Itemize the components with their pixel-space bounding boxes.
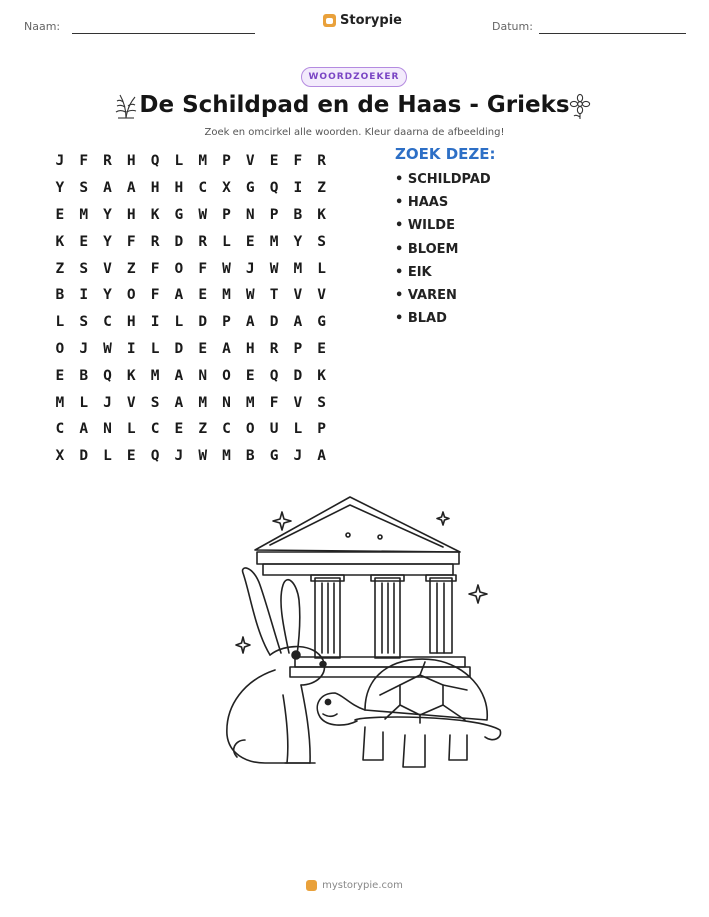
grid-letter[interactable]: F bbox=[126, 233, 136, 250]
grid-letter[interactable]: A bbox=[79, 421, 89, 438]
grid-letter[interactable]: P bbox=[222, 206, 231, 223]
grid-letter[interactable]: C bbox=[222, 421, 231, 438]
grid-letter[interactable]: S bbox=[79, 180, 89, 197]
instructions: Zoek en omcirkel alle woorden. Kleur daarna de afbeelding! bbox=[204, 127, 505, 138]
grid-row bbox=[48, 202, 334, 229]
sparkle-icon bbox=[273, 512, 291, 530]
grid-letter[interactable]: S bbox=[317, 394, 327, 411]
grid-letter[interactable]: N bbox=[222, 394, 231, 411]
grid-letter[interactable]: T bbox=[269, 287, 279, 304]
grid-letter[interactable]: O bbox=[174, 260, 184, 277]
grid-letter[interactable]: B bbox=[79, 367, 89, 384]
grid-letter[interactable]: A bbox=[222, 340, 231, 357]
grid-row bbox=[48, 148, 334, 175]
grid-letter[interactable]: D bbox=[198, 314, 208, 331]
grid-letter[interactable]: J bbox=[293, 448, 303, 465]
footer-url[interactable]: mystorypie.com bbox=[322, 880, 403, 891]
grid-letter[interactable]: J bbox=[79, 340, 89, 357]
grid-letter[interactable]: G bbox=[317, 314, 327, 331]
grid-letter[interactable]: P bbox=[269, 206, 279, 223]
grid-letter[interactable]: V bbox=[103, 260, 112, 277]
grid-letter[interactable]: M bbox=[55, 394, 65, 411]
grid-letter[interactable]: H bbox=[174, 180, 184, 197]
category-badge: WOORDZOEKER bbox=[301, 67, 407, 87]
grid-letter[interactable]: M bbox=[245, 394, 255, 411]
grid-letter[interactable]: E bbox=[126, 448, 136, 465]
grid-letter[interactable]: D bbox=[293, 367, 303, 384]
grid-letter[interactable]: A bbox=[174, 287, 184, 304]
grid-letter[interactable]: E bbox=[269, 153, 279, 170]
grid-letter[interactable]: F bbox=[150, 287, 160, 304]
brand bbox=[323, 13, 402, 28]
grid-letter[interactable]: K bbox=[150, 206, 160, 223]
grid-letter[interactable]: G bbox=[245, 180, 255, 197]
tortoise-hare-temple-illustration bbox=[215, 495, 515, 780]
grid-letter[interactable]: A bbox=[317, 448, 327, 465]
grid-letter[interactable]: L bbox=[150, 340, 160, 357]
grid-letter[interactable]: H bbox=[150, 180, 160, 197]
grid-letter[interactable]: J bbox=[55, 153, 65, 170]
grid-letter[interactable]: E bbox=[317, 340, 327, 357]
grid-letter[interactable]: L bbox=[79, 394, 89, 411]
grid-letter[interactable]: E bbox=[55, 206, 65, 223]
grid-letter[interactable]: P bbox=[317, 421, 327, 438]
grid-letter[interactable]: J bbox=[174, 448, 184, 465]
grid-letter[interactable]: F bbox=[293, 153, 303, 170]
grid-letter[interactable]: M bbox=[269, 233, 279, 250]
grid-letter[interactable]: B bbox=[245, 448, 255, 465]
grid-letter[interactable]: A bbox=[103, 180, 112, 197]
grid-letter[interactable]: V bbox=[293, 394, 303, 411]
grid-letter[interactable]: L bbox=[222, 233, 231, 250]
grid-letter[interactable]: H bbox=[245, 340, 255, 357]
word-list-item: • VAREN bbox=[395, 287, 457, 303]
grid-letter[interactable]: Z bbox=[198, 421, 208, 438]
grid-letter[interactable]: E bbox=[55, 367, 65, 384]
grid-letter[interactable]: W bbox=[245, 287, 255, 304]
grid-letter[interactable]: K bbox=[317, 367, 327, 384]
grid-letter[interactable]: S bbox=[79, 314, 89, 331]
grid-letter[interactable]: N bbox=[198, 367, 208, 384]
grid-letter[interactable]: F bbox=[269, 394, 279, 411]
grid-row bbox=[48, 362, 334, 389]
grid-letter[interactable]: R bbox=[150, 233, 160, 250]
sparkle-icon bbox=[437, 512, 449, 525]
grid-letter[interactable]: R bbox=[198, 233, 208, 250]
grid-row bbox=[48, 389, 334, 416]
grid-row bbox=[48, 255, 334, 282]
grid-row bbox=[48, 282, 334, 309]
grid-letter[interactable]: E bbox=[79, 233, 89, 250]
date-line[interactable] bbox=[539, 33, 686, 34]
word-list-item: • BLAD bbox=[395, 311, 447, 327]
grid-letter[interactable]: A bbox=[126, 180, 136, 197]
grid-letter[interactable]: A bbox=[245, 314, 255, 331]
grid-letter[interactable]: Q bbox=[269, 180, 279, 197]
grid-letter[interactable]: O bbox=[245, 421, 255, 438]
word-search-grid[interactable] bbox=[48, 148, 334, 470]
grid-letter[interactable]: D bbox=[174, 233, 184, 250]
grid-letter[interactable]: X bbox=[222, 180, 231, 197]
grid-letter[interactable]: D bbox=[269, 314, 279, 331]
grid-letter[interactable]: K bbox=[317, 206, 327, 223]
grid-letter[interactable]: K bbox=[55, 233, 65, 250]
grid-letter[interactable]: P bbox=[222, 153, 231, 170]
grid-letter[interactable]: V bbox=[245, 153, 255, 170]
grid-letter[interactable]: M bbox=[150, 367, 160, 384]
grid-letter[interactable]: S bbox=[317, 233, 327, 250]
grid-row bbox=[48, 443, 334, 470]
grid-letter[interactable]: L bbox=[103, 448, 112, 465]
grid-letter[interactable]: Q bbox=[150, 153, 160, 170]
grid-letter[interactable]: W bbox=[198, 206, 208, 223]
sparkle-icon bbox=[236, 637, 250, 653]
name-line[interactable] bbox=[72, 33, 255, 34]
grid-letter[interactable]: B bbox=[293, 206, 303, 223]
footer bbox=[0, 880, 709, 891]
grid-letter[interactable]: Y bbox=[293, 233, 303, 250]
name-label: Naam: bbox=[24, 20, 61, 33]
word-list-item: • SCHILDPAD bbox=[395, 172, 491, 187]
grid-letter[interactable]: Q bbox=[103, 367, 112, 384]
grid-letter[interactable]: H bbox=[126, 206, 136, 223]
grid-letter[interactable]: C bbox=[150, 421, 160, 438]
grid-letter[interactable]: F bbox=[150, 260, 160, 277]
grid-letter[interactable]: Y bbox=[103, 287, 112, 304]
grid-letter[interactable]: K bbox=[126, 367, 136, 384]
date-label: Datum: bbox=[492, 20, 533, 33]
word-list-item: • BLOEM bbox=[395, 241, 459, 257]
grid-letter[interactable]: A bbox=[174, 367, 184, 384]
grid-letter[interactable]: Q bbox=[150, 448, 160, 465]
grid-letter[interactable]: H bbox=[126, 314, 136, 331]
grid-letter[interactable]: I bbox=[150, 314, 160, 331]
word-list-title: ZOEK DEZE: bbox=[395, 145, 496, 163]
grid-letter[interactable]: W bbox=[198, 448, 208, 465]
grid-letter[interactable]: M bbox=[198, 394, 208, 411]
grid-letter[interactable]: N bbox=[103, 421, 112, 438]
grid-letter[interactable]: R bbox=[317, 153, 327, 170]
grid-letter[interactable]: M bbox=[79, 206, 89, 223]
grid-letter[interactable]: A bbox=[293, 314, 303, 331]
storypie-logo-icon bbox=[306, 880, 317, 891]
grid-letter[interactable]: O bbox=[126, 287, 136, 304]
grid-letter[interactable]: V bbox=[317, 287, 327, 304]
sparkle-icon bbox=[469, 585, 487, 603]
grid-letter[interactable]: J bbox=[245, 260, 255, 277]
grid-row bbox=[48, 416, 334, 443]
grid-letter[interactable]: Y bbox=[103, 206, 112, 223]
grid-letter[interactable]: D bbox=[174, 340, 184, 357]
grid-letter[interactable]: E bbox=[174, 421, 184, 438]
grid-letter[interactable]: M bbox=[222, 287, 231, 304]
grid-letter[interactable]: I bbox=[293, 180, 303, 197]
grid-letter[interactable]: C bbox=[198, 180, 208, 197]
word-list-item: • HAAS bbox=[395, 195, 449, 211]
grid-letter[interactable]: G bbox=[174, 206, 184, 223]
grid-row bbox=[48, 228, 334, 255]
flower-icon bbox=[566, 92, 594, 120]
grid-letter[interactable]: L bbox=[293, 421, 303, 438]
grid-letter[interactable]: Z bbox=[317, 180, 327, 197]
grid-letter[interactable]: M bbox=[293, 260, 303, 277]
grid-letter[interactable]: F bbox=[198, 260, 208, 277]
grid-letter[interactable]: S bbox=[150, 394, 160, 411]
grid-letter[interactable]: J bbox=[103, 394, 112, 411]
storypie-logo-icon bbox=[323, 14, 336, 27]
word-list-item: • EIK bbox=[395, 264, 432, 280]
grid-letter[interactable]: Z bbox=[55, 260, 65, 277]
word-list bbox=[395, 170, 491, 332]
grid-letter[interactable]: X bbox=[55, 448, 65, 465]
grid-letter[interactable]: A bbox=[174, 394, 184, 411]
grid-letter[interactable]: S bbox=[79, 260, 89, 277]
brand-name: Storypie bbox=[340, 13, 402, 28]
grid-letter[interactable]: Y bbox=[103, 233, 112, 250]
grid-letter[interactable]: Z bbox=[126, 260, 136, 277]
grid-letter[interactable]: W bbox=[269, 260, 279, 277]
grid-letter[interactable]: L bbox=[174, 314, 184, 331]
word-list-item: • WILDE bbox=[395, 218, 455, 234]
grid-letter[interactable]: U bbox=[269, 421, 279, 438]
grid-letter[interactable]: N bbox=[245, 206, 255, 223]
grid-letter[interactable]: P bbox=[222, 314, 231, 331]
grid-letter[interactable]: O bbox=[222, 367, 231, 384]
grid-letter[interactable]: O bbox=[55, 340, 65, 357]
grid-letter[interactable]: Y bbox=[55, 180, 65, 197]
grid-letter[interactable]: H bbox=[126, 153, 136, 170]
grid-letter[interactable]: Q bbox=[269, 367, 279, 384]
page-title: De Schildpad en de Haas - Grieks bbox=[139, 92, 570, 118]
grid-letter[interactable]: I bbox=[126, 340, 136, 357]
grid-letter[interactable]: L bbox=[317, 260, 327, 277]
grid-letter[interactable]: B bbox=[55, 287, 65, 304]
grid-letter[interactable]: P bbox=[293, 340, 303, 357]
grid-letter[interactable]: R bbox=[269, 340, 279, 357]
grid-letter[interactable]: R bbox=[103, 153, 112, 170]
grid-letter[interactable]: L bbox=[174, 153, 184, 170]
grid-letter[interactable]: C bbox=[55, 421, 65, 438]
grid-row bbox=[48, 336, 334, 363]
grid-row bbox=[48, 175, 334, 202]
grid-letter[interactable]: E bbox=[198, 340, 208, 357]
grid-letter[interactable]: V bbox=[293, 287, 303, 304]
grid-letter[interactable]: W bbox=[222, 260, 231, 277]
grid-letter[interactable]: I bbox=[79, 287, 89, 304]
grid-letter[interactable]: C bbox=[103, 314, 112, 331]
grid-letter[interactable]: V bbox=[126, 394, 136, 411]
grid-row bbox=[48, 309, 334, 336]
grid-letter[interactable]: E bbox=[245, 233, 255, 250]
grid-letter[interactable]: D bbox=[79, 448, 89, 465]
grid-letter[interactable]: M bbox=[222, 448, 231, 465]
grid-letter[interactable]: E bbox=[198, 287, 208, 304]
grid-letter[interactable]: W bbox=[103, 340, 112, 357]
grid-letter[interactable]: L bbox=[126, 421, 136, 438]
grid-letter[interactable]: M bbox=[198, 153, 208, 170]
grid-letter[interactable]: L bbox=[55, 314, 65, 331]
grid-letter[interactable]: G bbox=[269, 448, 279, 465]
grid-letter[interactable]: F bbox=[79, 153, 89, 170]
grid-letter[interactable]: E bbox=[245, 367, 255, 384]
